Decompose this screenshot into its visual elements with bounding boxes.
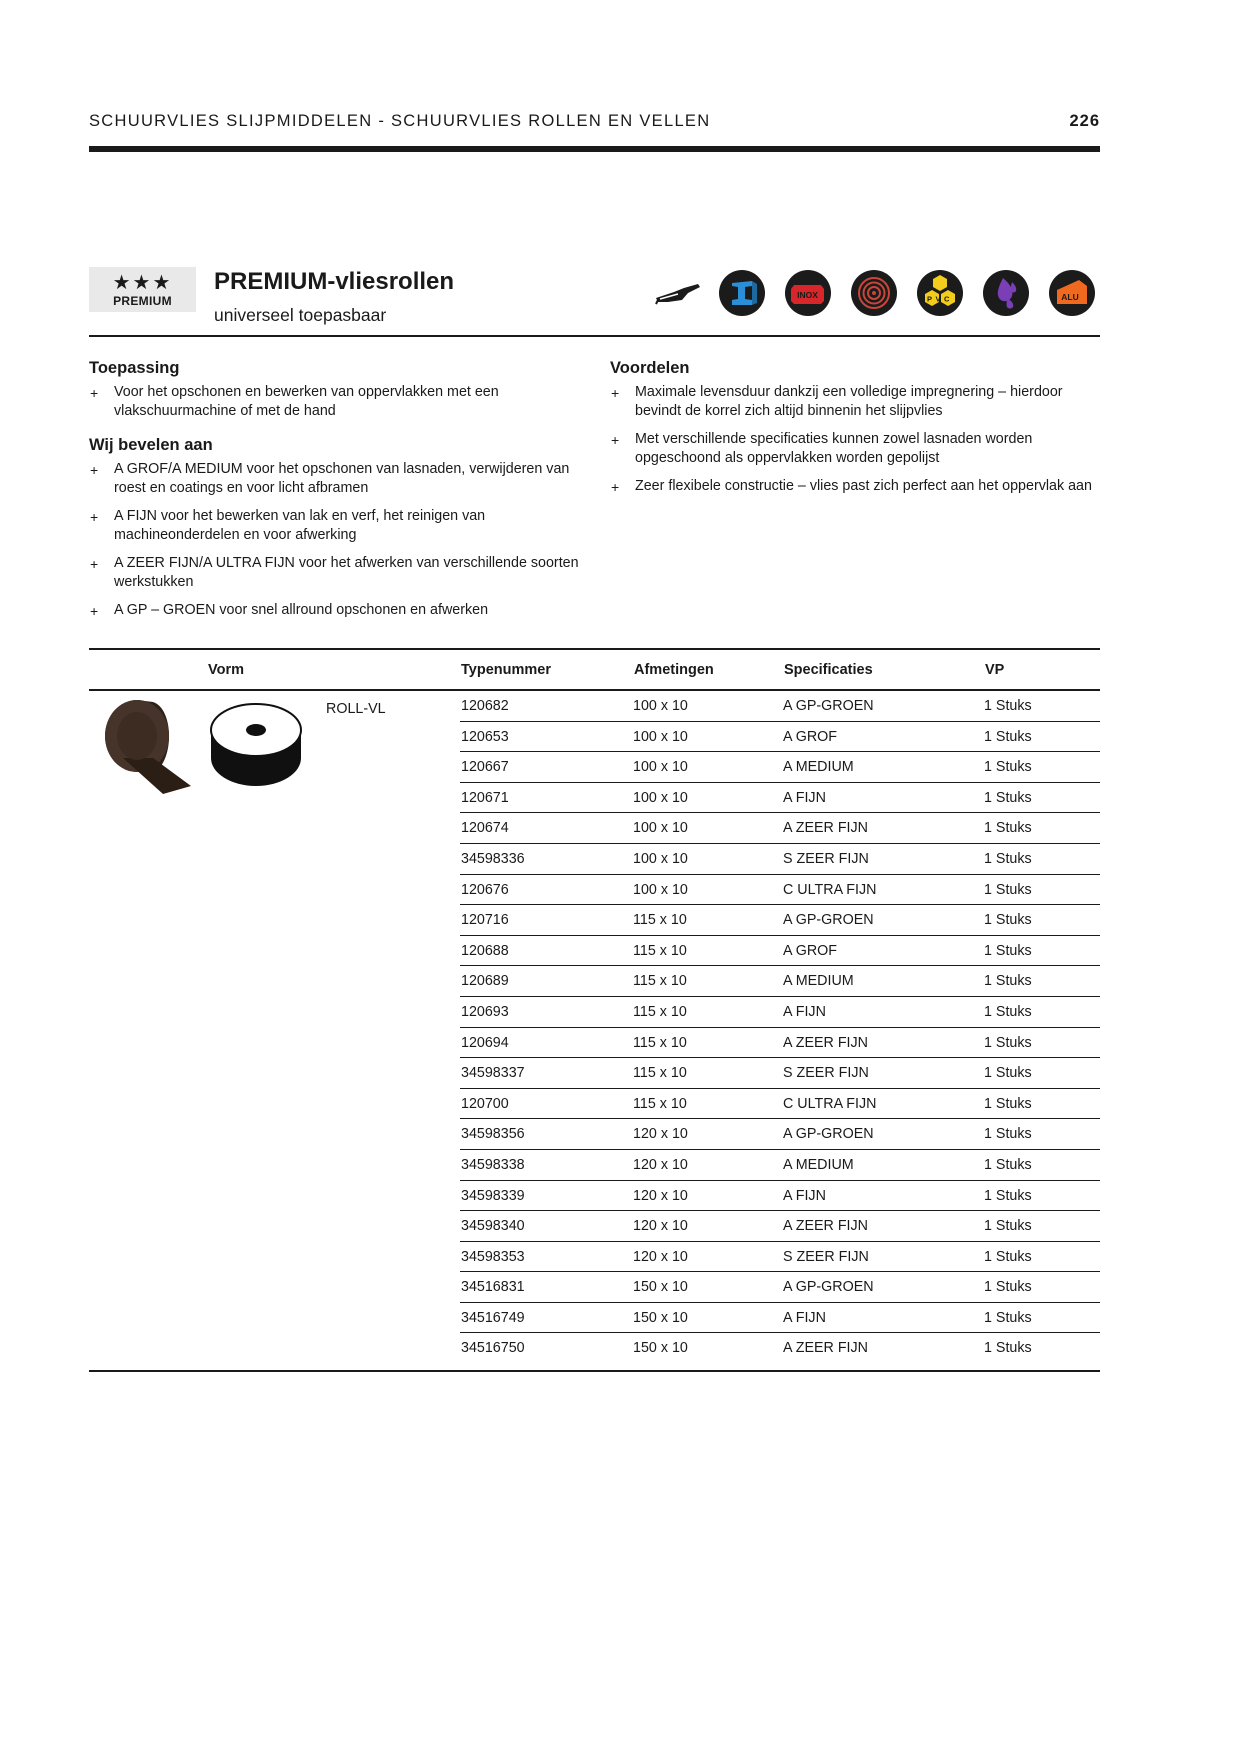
cell-afmetingen: 120 x 10 xyxy=(633,1156,688,1173)
cell-typenummer: 120700 xyxy=(461,1095,509,1112)
table-row xyxy=(460,966,1100,997)
cell-specificaties: C ULTRA FIJN xyxy=(783,1095,877,1112)
cell-vp: 1 Stuks xyxy=(984,1248,1032,1265)
header-rule xyxy=(89,146,1100,152)
cell-vp: 1 Stuks xyxy=(984,1065,1032,1082)
cell-vp: 1 Stuks xyxy=(984,1309,1032,1326)
cell-specificaties: A FIJN xyxy=(783,1309,826,1326)
cell-typenummer: 34598336 xyxy=(461,850,525,867)
cell-typenummer: 120689 xyxy=(461,973,509,990)
pvc-icon-label: PVC xyxy=(927,294,953,304)
cell-typenummer: 120674 xyxy=(461,820,509,837)
cell-typenummer: 34516750 xyxy=(461,1340,525,1357)
cell-specificaties: A GP-GROEN xyxy=(783,912,874,929)
cell-afmetingen: 100 x 10 xyxy=(633,820,688,837)
cell-vp: 1 Stuks xyxy=(984,698,1032,714)
steel-beam-icon xyxy=(719,270,765,316)
cell-afmetingen: 120 x 10 xyxy=(633,1187,688,1204)
paint-icon xyxy=(983,270,1029,316)
cell-afmetingen: 115 x 10 xyxy=(633,1065,687,1082)
list-item: + Zeer flexibele constructie – vlies past zich perfect aan het oppervlak aan xyxy=(610,477,1100,496)
inox-icon-label: INOX xyxy=(797,290,818,300)
cell-afmetingen: 120 x 10 xyxy=(633,1218,688,1235)
cell-specificaties: A ZEER FIJN xyxy=(783,820,868,837)
toepassing-list xyxy=(89,383,599,421)
cell-afmetingen: 115 x 10 xyxy=(633,1095,687,1112)
cell-afmetingen: 115 x 10 xyxy=(633,912,687,929)
table-row xyxy=(460,875,1100,906)
left-column xyxy=(89,358,599,629)
section-title: SCHUURVLIES SLIJPMIDDELEN - SCHUURVLIES ROLLEN EN VELLEN xyxy=(89,112,711,130)
pvc-icon xyxy=(917,270,963,316)
table-row xyxy=(460,1119,1100,1150)
cell-specificaties: S ZEER FIJN xyxy=(783,1065,869,1082)
cell-specificaties: A ZEER FIJN xyxy=(783,1340,868,1357)
list-item: + A GP – GROEN voor snel allround opschonen en afwerken xyxy=(89,601,599,620)
table-row xyxy=(460,813,1100,844)
table-row xyxy=(460,997,1100,1028)
list-item: + A FIJN voor het bewerken van lak en verf, het reinigen van machineonderdelen en voor afwerking xyxy=(89,507,599,545)
table-row xyxy=(460,1089,1100,1120)
column-header-typenummer: Typenummer xyxy=(461,662,551,678)
table-row xyxy=(460,1272,1100,1303)
table-row xyxy=(460,1333,1100,1363)
table-bottom-rule xyxy=(89,1370,1100,1372)
wood-icon xyxy=(851,270,897,316)
cell-typenummer: 34598356 xyxy=(461,1126,525,1143)
cell-vp: 1 Stuks xyxy=(984,820,1032,837)
cell-typenummer: 34516749 xyxy=(461,1309,525,1326)
cell-typenummer: 34598337 xyxy=(461,1065,525,1082)
table-row xyxy=(460,1181,1100,1212)
table-row xyxy=(460,783,1100,814)
product-title: PREMIUM-vliesrollen xyxy=(214,268,455,295)
table-row xyxy=(460,1058,1100,1089)
column-header-afmetingen: Afmetingen xyxy=(634,662,714,678)
cell-specificaties: A GROF xyxy=(783,728,838,745)
table-row xyxy=(460,905,1100,936)
table-row xyxy=(460,691,1100,722)
cell-afmetingen: 100 x 10 xyxy=(633,728,688,745)
table-body xyxy=(460,691,1100,1363)
star-rating-icon: ★★★ xyxy=(112,272,173,294)
cell-typenummer: 120716 xyxy=(461,912,509,929)
table-row xyxy=(460,1303,1100,1334)
cell-specificaties: A ZEER FIJN xyxy=(783,1218,868,1235)
cell-vp: 1 Stuks xyxy=(984,1095,1032,1112)
cell-vp: 1 Stuks xyxy=(984,1003,1032,1020)
cell-vp: 1 Stuks xyxy=(984,1126,1032,1143)
cell-typenummer: 34598353 xyxy=(461,1248,525,1265)
cell-vp: 1 Stuks xyxy=(984,1156,1032,1173)
aanbevolen-heading: Wij bevelen aan xyxy=(89,436,213,454)
cell-afmetingen: 150 x 10 xyxy=(633,1279,688,1296)
cell-typenummer: 120694 xyxy=(461,1034,509,1051)
column-header-vorm: Vorm xyxy=(208,662,244,678)
toepassing-heading: Toepassing xyxy=(89,359,180,377)
voordelen-heading: Voordelen xyxy=(610,359,690,377)
cell-specificaties: S ZEER FIJN xyxy=(783,850,869,867)
cell-vp: 1 Stuks xyxy=(984,1279,1032,1296)
cell-vp: 1 Stuks xyxy=(984,789,1032,806)
list-item: + Maximale levensduur dankzij een volledige impregnering – hierdoor bevindt de korrel zich altijd binnenin het slijpvlies xyxy=(610,383,1100,421)
cell-typenummer: 120693 xyxy=(461,1003,509,1020)
badge-label: PREMIUM xyxy=(113,294,172,308)
right-column xyxy=(610,358,1100,505)
cell-typenummer: 120667 xyxy=(461,759,509,776)
cell-typenummer: 120676 xyxy=(461,881,509,898)
cell-vp: 1 Stuks xyxy=(984,759,1032,776)
cell-afmetingen: 115 x 10 xyxy=(633,973,687,990)
cell-specificaties: A GP-GROEN xyxy=(783,1279,874,1296)
cell-afmetingen: 150 x 10 xyxy=(633,1340,688,1357)
cell-vp: 1 Stuks xyxy=(984,1034,1032,1051)
cell-afmetingen: 100 x 10 xyxy=(633,698,688,714)
alu-icon-label: ALU xyxy=(1061,292,1079,302)
product-subtitle: universeel toepasbaar xyxy=(214,305,387,325)
cell-vp: 1 Stuks xyxy=(984,728,1032,745)
cell-typenummer: 120653 xyxy=(461,728,509,745)
cell-vp: 1 Stuks xyxy=(984,1218,1032,1235)
cell-vp: 1 Stuks xyxy=(984,942,1032,959)
list-item: + A ZEER FIJN/A ULTRA FIJN voor het afwerken van verschillende soorten werkstukken xyxy=(89,554,599,592)
cell-specificaties: A FIJN xyxy=(783,1003,826,1020)
table-row xyxy=(460,752,1100,783)
table-top-rule xyxy=(89,648,1100,650)
cell-typenummer: 34598338 xyxy=(461,1156,525,1173)
cell-typenummer: 120682 xyxy=(461,698,509,714)
table-row xyxy=(460,1211,1100,1242)
cell-specificaties: A ZEER FIJN xyxy=(783,1034,868,1051)
cell-specificaties: A MEDIUM xyxy=(783,973,854,990)
cell-typenummer: 34516831 xyxy=(461,1279,525,1296)
page-number: 226 xyxy=(1069,112,1100,130)
cell-specificaties: C ULTRA FIJN xyxy=(783,881,877,898)
cell-vp: 1 Stuks xyxy=(984,973,1032,990)
catalog-page xyxy=(89,0,1100,1754)
cell-specificaties: A GP-GROEN xyxy=(783,698,874,714)
cell-afmetingen: 115 x 10 xyxy=(633,942,687,959)
aanbevolen-list xyxy=(89,460,599,620)
table-row xyxy=(460,1242,1100,1273)
table-row xyxy=(460,722,1100,753)
table-row xyxy=(460,1028,1100,1059)
running-header xyxy=(89,112,1100,138)
premium-badge xyxy=(89,267,196,312)
hand-tool-icon xyxy=(654,278,702,308)
cell-specificaties: A FIJN xyxy=(783,1187,826,1204)
cell-typenummer: 34598340 xyxy=(461,1218,525,1235)
inox-icon xyxy=(785,270,831,316)
cell-vp: 1 Stuks xyxy=(984,850,1032,867)
cell-afmetingen: 100 x 10 xyxy=(633,759,688,776)
product-image-rolls xyxy=(93,688,308,803)
cell-afmetingen: 120 x 10 xyxy=(633,1126,688,1143)
cell-specificaties: A MEDIUM xyxy=(783,1156,854,1173)
cell-afmetingen: 100 x 10 xyxy=(633,881,688,898)
table-row xyxy=(460,936,1100,967)
table-row xyxy=(460,1150,1100,1181)
cell-afmetingen: 150 x 10 xyxy=(633,1309,688,1326)
cell-specificaties: A MEDIUM xyxy=(783,759,854,776)
column-header-vp: VP xyxy=(985,662,1005,678)
cell-specificaties: A GROF xyxy=(783,942,838,959)
vorm-value: ROLL-VL xyxy=(326,701,386,717)
cell-specificaties: A GP-GROEN xyxy=(783,1126,874,1143)
cell-typenummer: 120671 xyxy=(461,789,509,806)
list-item: + Met verschillende specificaties kunnen zowel lasnaden worden opgeschoond als oppervlakken worden gepolijst xyxy=(610,430,1100,468)
cell-afmetingen: 115 x 10 xyxy=(633,1003,687,1020)
alu-icon xyxy=(1049,270,1095,316)
cell-vp: 1 Stuks xyxy=(984,1187,1032,1204)
cell-vp: 1 Stuks xyxy=(984,881,1032,898)
cell-afmetingen: 115 x 10 xyxy=(633,1034,687,1051)
cell-vp: 1 Stuks xyxy=(984,912,1032,929)
cell-typenummer: 120688 xyxy=(461,942,509,959)
table-row xyxy=(460,844,1100,875)
cell-typenummer: 34598339 xyxy=(461,1187,525,1204)
list-item: + Voor het opschonen en bewerken van oppervlakken met een vlakschuurmachine of met de hand xyxy=(89,383,599,421)
product-rule xyxy=(89,335,1100,337)
cell-afmetingen: 120 x 10 xyxy=(633,1248,688,1265)
column-header-specificaties: Specificaties xyxy=(784,662,873,678)
cell-specificaties: A FIJN xyxy=(783,789,826,806)
cell-afmetingen: 100 x 10 xyxy=(633,850,688,867)
cell-vp: 1 Stuks xyxy=(984,1340,1032,1357)
list-item: + A GROF/A MEDIUM voor het opschonen van lasnaden, verwijderen van roest en coatings en voor licht afbramen xyxy=(89,460,599,498)
cell-afmetingen: 100 x 10 xyxy=(633,789,688,806)
cell-specificaties: S ZEER FIJN xyxy=(783,1248,869,1265)
voordelen-list xyxy=(610,383,1100,496)
